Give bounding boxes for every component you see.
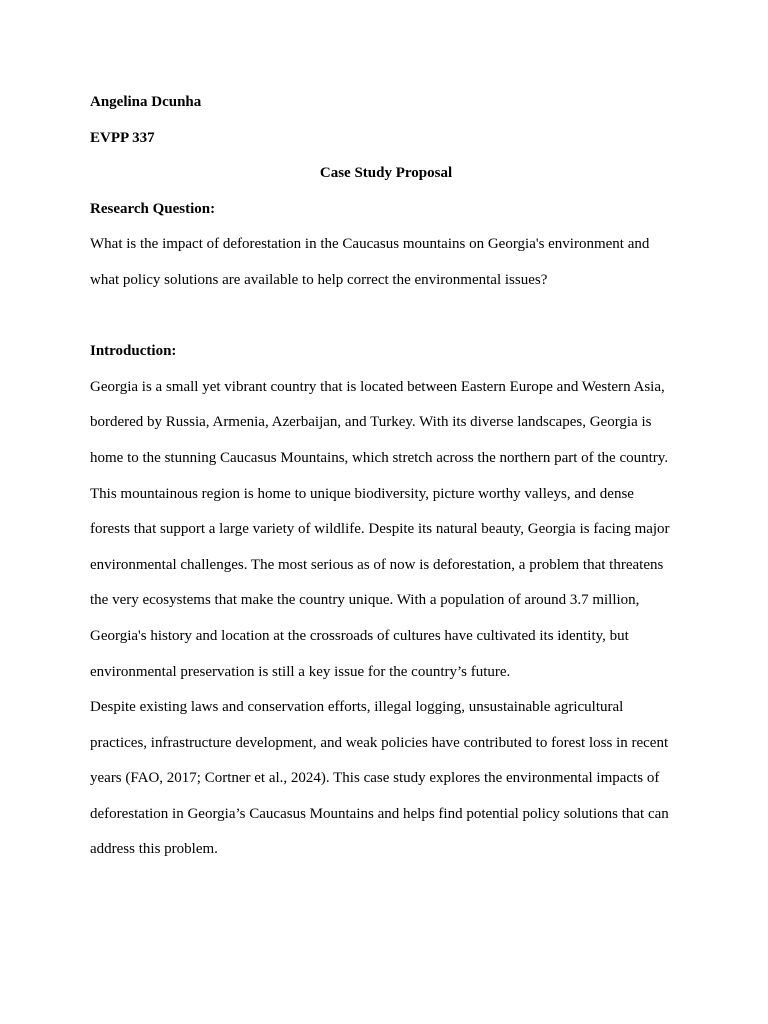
research-question-line: What is the impact of deforestation in the Caucasus mountains on Georgia's environment and <box>90 236 650 253</box>
author-name: Angelina Dcunha <box>90 94 202 110</box>
paragraph-line: bordered by Russia, Armenia, Azerbaijan, and Turkey. With its diverse landscapes, Georgia is <box>90 414 652 431</box>
paragraph-line: years (FAO, 2017; Cortner et al., 2024). This case study explores the environmental impacts of <box>90 770 660 787</box>
paragraph-line: Georgia's history and location at the crossroads of cultures have cultivated its identity, but <box>90 627 629 644</box>
paragraph-line: forests that support a large variety of wildlife. Despite its natural beauty, Georgia is facing major <box>90 521 670 538</box>
introduction-paragraph-2 <box>90 690 682 868</box>
course-code: EVPP 337 <box>90 129 155 146</box>
paragraph-line: This mountainous region is home to unique biodiversity, picture worthy valleys, and dense <box>90 485 634 502</box>
document-body <box>90 85 682 868</box>
research-question-paragraph <box>90 227 682 298</box>
paragraph-line: home to the stunning Caucasus Mountains, which stretch across the northern part of the country. <box>90 449 669 466</box>
paragraph-line: deforestation in Georgia’s Caucasus Mountains and helps find potential policy solutions that can <box>90 805 669 822</box>
paragraph-line: Georgia is a small yet vibrant country that is located between Eastern Europe and Western Asia, <box>90 378 665 395</box>
paragraph-line: address this problem. <box>90 841 218 858</box>
paragraph-line: practices, infrastructure development, and weak policies have contributed to forest loss in recent <box>90 734 669 751</box>
document-title: Case Study Proposal <box>319 165 453 182</box>
research-question-line: what policy solutions are available to help correct the environmental issues? <box>90 271 548 288</box>
paragraph-line: the very ecosystems that make the country unique. With a population of around 3.7 million, <box>90 592 640 609</box>
blank-line <box>90 299 682 335</box>
introduction-paragraph-1 <box>90 370 682 690</box>
paragraph-line: Despite existing laws and conservation efforts, illegal logging, unsustainable agricultural <box>90 699 624 716</box>
paragraph-line: environmental preservation is still a key issue for the country’s future. <box>90 663 511 680</box>
paragraph-line: environmental challenges. The most serious as of now is deforestation, a problem that threatens <box>90 556 664 573</box>
introduction-heading: Introduction: <box>90 343 177 360</box>
research-question-heading: Research Question: <box>90 200 216 217</box>
